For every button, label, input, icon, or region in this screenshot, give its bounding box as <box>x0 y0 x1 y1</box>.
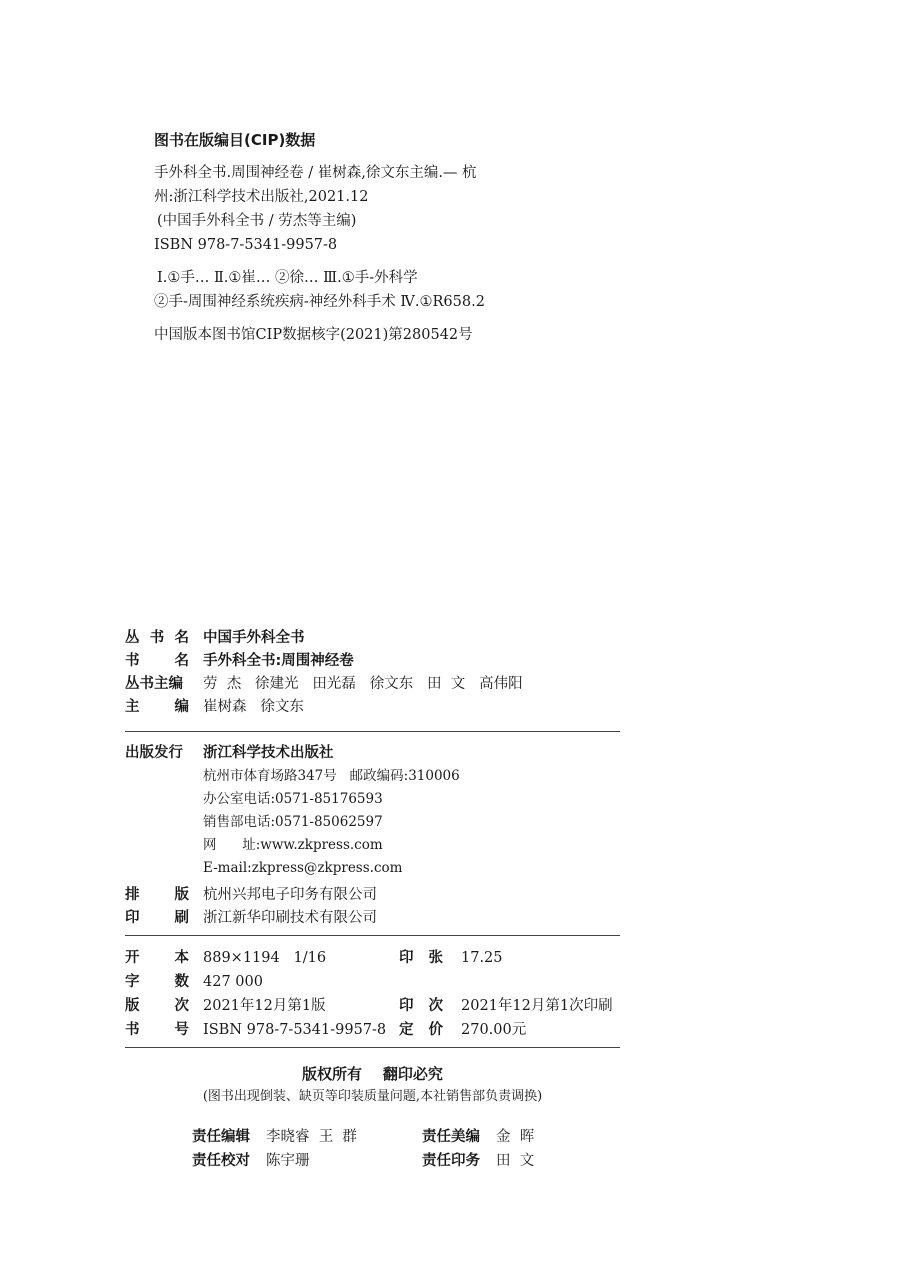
words-value: 427 000 <box>203 974 263 990</box>
price-value: 270.00元 <box>461 1022 527 1038</box>
sheets-label: 印 张 <box>399 950 443 966</box>
series-value: 中国手外科全书 <box>203 630 305 646</box>
series-label: 丛 书 名 <box>125 630 189 646</box>
office-phone: 办公室电话:0571-85176593 <box>203 791 383 807</box>
cip-line: (中国手外科全书 / 劳杰等主编) <box>157 213 357 229</box>
edition-label: 版 次 <box>125 998 189 1014</box>
publisher-label: 出版发行 <box>125 745 183 761</box>
typeset-label: 排 版 <box>125 887 189 903</box>
sheets-value: 17.25 <box>461 950 503 966</box>
series-row <box>125 627 620 650</box>
editor-value: 李晓睿 王 群 <box>266 1129 357 1145</box>
printing-value: 2021年12月第1次印刷 <box>461 998 613 1014</box>
cip-heading: 图书在版编目(CIP)数据 <box>154 131 316 149</box>
price-label: 定 价 <box>399 1022 443 1038</box>
editor-label: 责任编辑 <box>192 1129 250 1145</box>
isbn-row <box>125 1018 620 1042</box>
print-manager-label: 责任印务 <box>422 1153 480 1169</box>
copyright-text: 版权所有 翻印必究 <box>302 1065 443 1083</box>
staff-row <box>192 1125 534 1149</box>
printing-label: 印 次 <box>399 998 443 1014</box>
cip-line: 手外科全书.周围神经卷 / 崔树森,徐文东主编.— 杭 <box>154 165 477 181</box>
editors-value: 崔树森 徐文东 <box>203 699 304 715</box>
divider <box>125 935 620 936</box>
series-editors-label: 丛书主编 <box>125 676 183 692</box>
cip-number: 中国版本图书馆CIP数据核字(2021)第280542号 <box>154 327 473 343</box>
editors-label: 主 编 <box>125 699 189 715</box>
isbn-value: ISBN 978-7-5341-9957-8 <box>203 1022 387 1038</box>
format-row <box>125 946 620 970</box>
proof-value: 陈宇珊 <box>266 1153 310 1169</box>
cip-class-line: Ⅰ.①手… Ⅱ.①崔… ②徐… Ⅲ.①手-外科学 <box>157 270 418 286</box>
typeset-value: 杭州兴邦电子印务有限公司 <box>203 887 377 903</box>
series-editors-row <box>125 673 620 696</box>
publisher-name: 浙江科学技术出版社 <box>203 745 334 761</box>
title-value: 手外科全书:周围神经卷 <box>203 653 354 669</box>
publisher-address: 杭州市体育场路347号 邮政编码:310006 <box>203 768 460 784</box>
cip-block <box>154 128 534 347</box>
website: 网 址:www.zkpress.com <box>203 837 383 853</box>
print-row <box>125 907 620 930</box>
sales-phone: 销售部电话:0571-85062597 <box>203 814 383 830</box>
responsible-staff <box>192 1125 534 1173</box>
isbn-label: 书 号 <box>125 1022 189 1038</box>
format-value: 889×1194 1/16 <box>203 950 327 966</box>
divider <box>125 1047 620 1048</box>
print-label: 印 刷 <box>125 910 189 926</box>
copyright-notice: (图书出现倒装、缺页等印装质量问题,本社销售部负责调换) <box>202 1089 543 1104</box>
email: E-mail:zkpress@zkpress.com <box>203 860 403 876</box>
proof-label: 责任校对 <box>192 1153 250 1169</box>
print-value: 浙江新华印刷技术有限公司 <box>203 910 377 926</box>
cip-line: 州:浙江科学技术出版社,2021.12 <box>154 189 369 205</box>
art-label: 责任美编 <box>422 1129 480 1145</box>
print-manager-value: 田 文 <box>496 1153 535 1169</box>
cip-class-line: ②手-周围神经系统疾病-神经外科手术 Ⅳ.①R658.2 <box>154 294 485 310</box>
staff-row <box>192 1149 534 1173</box>
edition-row <box>125 994 620 1018</box>
divider <box>125 731 620 732</box>
title-label: 书 名 <box>125 653 189 669</box>
typeset-row <box>125 884 620 907</box>
book-info <box>125 627 620 719</box>
edition-value: 2021年12月第1版 <box>203 998 326 1014</box>
format-label: 开 本 <box>125 950 189 966</box>
publisher-row <box>125 742 620 765</box>
cip-line: ISBN 978-7-5341-9957-8 <box>154 237 338 253</box>
editors-row <box>125 696 620 719</box>
series-editors-value: 劳 杰 徐建光 田光磊 徐文东 田 文 高伟阳 <box>203 676 523 692</box>
art-value: 金 晖 <box>496 1129 535 1145</box>
publisher-info <box>125 742 620 930</box>
specs-info <box>125 946 620 1042</box>
title-row <box>125 650 620 673</box>
words-row <box>125 970 620 994</box>
words-label: 字 数 <box>125 974 189 990</box>
